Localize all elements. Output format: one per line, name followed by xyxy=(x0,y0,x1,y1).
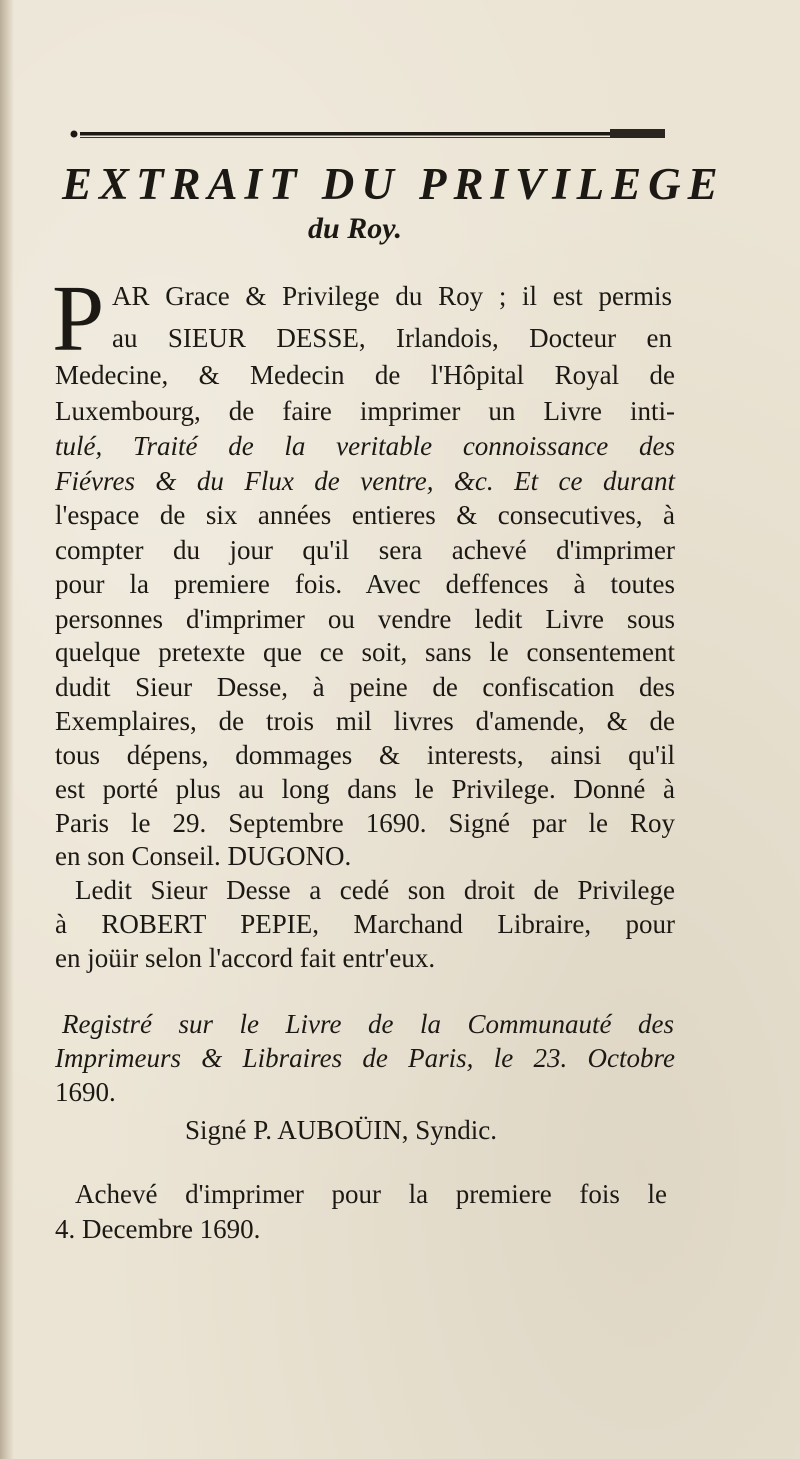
acheve-line: Achevé d'imprimer pour la premiere fois le xyxy=(75,1179,667,1209)
privilege-line: Fiévres & du Flux de ventre, &c. Et ce durant xyxy=(55,466,675,496)
privilege-line: tous dépens, dommages & interests, ainsi qu'il xyxy=(55,740,675,770)
registre-line: Registré sur le Livre de la Communauté des xyxy=(62,1009,674,1039)
registre-line: 1690. xyxy=(55,1077,116,1107)
registre-line: Imprimeurs & Libraires de Paris, le 23. Octobre xyxy=(55,1043,675,1073)
privilege-line: personnes d'imprimer ou vendre ledit Livre sous xyxy=(55,604,675,634)
privilege-line: tulé, Traité de la veritable connoissance des xyxy=(55,431,675,461)
page-subtitle: du Roy. xyxy=(308,212,402,245)
privilege-line: Luxembourg, de faire imprimer un Livre inti- xyxy=(55,396,675,426)
privilege-line: l'espace de six années entieres & consecutives, à xyxy=(55,500,675,530)
cession-line: à ROBERT PEPIE, Marchand Libraire, pour xyxy=(55,909,675,939)
cession-line: en joüir selon l'accord fait entr'eux. xyxy=(55,943,436,973)
privilege-line: Paris le 29. Septembre 1690. Signé par le Roy xyxy=(55,808,675,838)
privilege-line: compter du jour qu'il sera achevé d'imprimer xyxy=(55,535,675,565)
privilege-line: en son Conseil. DUGONO. xyxy=(55,841,352,871)
acheve-line: 4. Decembre 1690. xyxy=(55,1214,261,1244)
privilege-line: Medecine, & Medecin de l'Hôpital Royal de xyxy=(55,360,675,390)
syndic-signature: Signé P. AUBOÜIN, Syndic. xyxy=(185,1115,498,1145)
privilege-line: au SIEUR DESSE, Irlandois, Docteur en xyxy=(112,323,672,353)
cession-line: Ledit Sieur Desse a cedé son droit de Privilege xyxy=(75,875,675,905)
privilege-line: Exemplaires, de trois mil livres d'amende, & de xyxy=(55,706,675,736)
privilege-line: pour la premiere fois. Avec deffences à toutes xyxy=(55,569,675,599)
privilege-line: dudit Sieur Desse, à peine de confiscation des xyxy=(55,672,675,702)
privilege-line: est porté plus au long dans le Privilege. Donné à xyxy=(55,774,675,804)
privilege-line: AR Grace & Privilege du Roy ; il est permis xyxy=(112,281,672,311)
headband-ornament xyxy=(70,126,670,140)
drop-cap: P xyxy=(52,267,105,371)
page-title: EXTRAIT DU PRIVILEGE xyxy=(62,159,725,209)
privilege-line: quelque pretexte que ce soit, sans le consentement xyxy=(55,637,675,667)
